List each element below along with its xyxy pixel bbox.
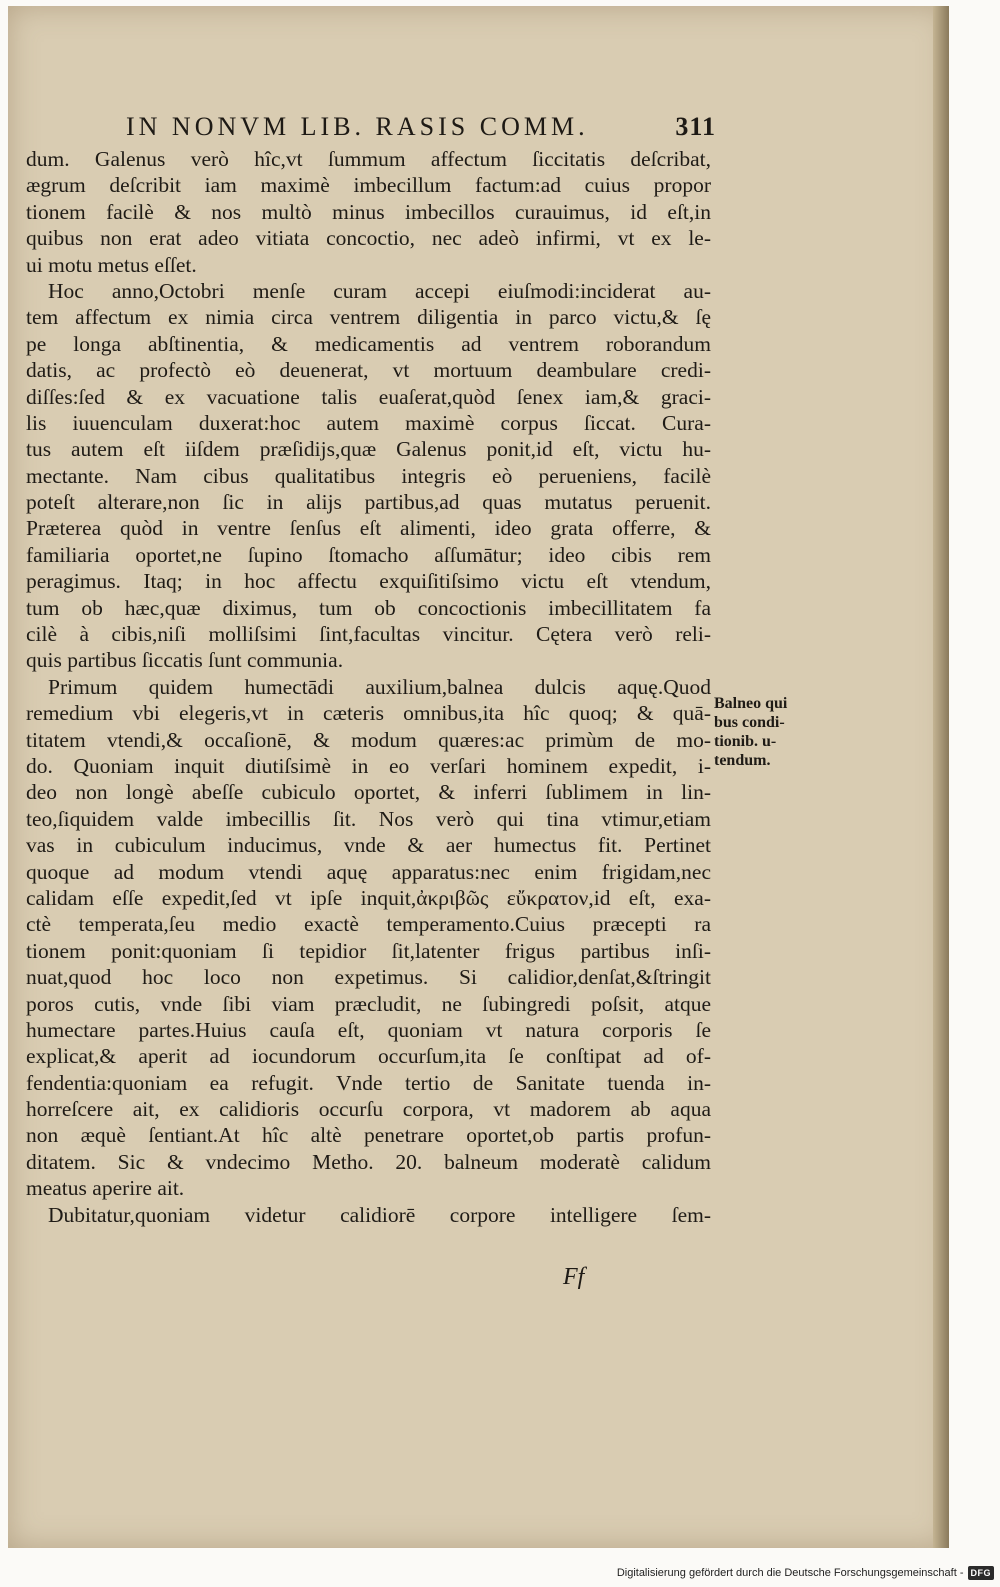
text-line: diſſes:ſed & ex vacuatione talis euaſerat,quòd ſenex iam,& graci- xyxy=(26,384,711,409)
text-line: dum. Galenus verò hîc,vt ſummum affectum ſiccitatis deſcribat, xyxy=(26,147,711,171)
text-line: ditatem. Sic & vndecimo Metho. 20. balneum moderatè calidum xyxy=(26,1149,711,1174)
text-line: tionem ponit:quoniam ſi tepidior ſit,latenter frigus partibus inſi- xyxy=(26,938,711,963)
text-line: calidam eſſe expedit,ſed vt ipſe inquit,ἀκριβῶς εὔκρατον,id eſt, exa- xyxy=(26,885,711,910)
text-line: quibus non erat adeo vitiata concoctio, nec adeò infirmi, vt ex le- xyxy=(26,226,711,251)
text-line: remedium vbi elegeris,vt in cæteris omnibus,ita hîc quoq; & quā- xyxy=(26,701,711,726)
digitization-footer xyxy=(617,1563,994,1583)
text-line: meatus aperire ait. xyxy=(26,1176,185,1201)
text-line: teo,ſiquidem valde imbecillis ſit. Nos verò qui tina vtimur,etiam xyxy=(26,806,711,831)
page-number: 311 xyxy=(675,112,716,141)
running-header xyxy=(126,102,716,142)
text-line: non æquè ſentiant.At hîc altè penetrare oportet,ob partis profun- xyxy=(26,1123,711,1148)
text-line: tus autem eſt iiſdem præſidijs,quæ Galenus ponit,id eſt, victu hu- xyxy=(26,437,711,462)
text-line: explicat,& aperit ad iocundorum occurſum,ita ſe conſtipat ad of- xyxy=(26,1044,711,1069)
marginal-note xyxy=(714,694,824,770)
footer-text: Digitalisierung gefördert durch die Deutsche Forschungsgemeinschaft - xyxy=(616,1567,964,1579)
text-line: Primum quidem humectādi auxilium,balnea dulcis aquę.Quod xyxy=(48,674,711,699)
text-line: titatem vtendi,& occaſionē, & modum quæres:ac primùm de mo- xyxy=(26,727,711,752)
text-line: pe longa abſtinentia, & medicamentis ad ventrem roborandum xyxy=(26,331,711,356)
text-line: ctè temperata,ſeu medio exactè temperamento.Cuius præcepti ra xyxy=(26,912,711,937)
text-line: vas in cubiculum inducimus, vnde & aer humectus fit. Pertinet xyxy=(26,833,711,858)
text-line: Præterea quòd in ventre ſenſus eſt alimenti, ideo grata offerre, & xyxy=(26,516,711,541)
text-line: quoque ad modum vtendi aquę apparatus:nec enim frigidam,nec xyxy=(26,859,711,884)
book-page xyxy=(8,6,948,1548)
text-line: mectante. Nam cibus qualitatibus integris eò perueniens, facilè xyxy=(26,463,711,488)
text-line: do. Quoniam inquit diutiſsimè in eo verſari hominem expedit, i- xyxy=(26,753,711,778)
text-line: deo non longè abeſſe cubiculo oportet, & inferri ſublimem in lin- xyxy=(26,780,711,805)
text-line: ui motu metus eſſet. xyxy=(26,252,197,277)
text-line: nuat,quod hoc loco non expetimus. Si calidior,denſat,&ſtringit xyxy=(26,965,711,990)
text-line: fendentia:quoniam ea refugit. Vnde tertio de Sanitate tuenda in- xyxy=(26,1070,711,1095)
text-line: quis partibus ſiccatis ſunt communia. xyxy=(26,648,344,673)
text-line: Hoc anno,Octobri menſe curam accepi eiuſmodi:inciderat au- xyxy=(48,278,711,303)
text-line: cilè à cibis,niſi molliſsimi ſint,facultas vincitur. Cętera verò reli- xyxy=(26,622,711,647)
text-line: tum ob hæc,quæ diximus, tum ob concoctionis imbecillitatem fa xyxy=(26,595,711,620)
page-edge xyxy=(933,6,949,1548)
marginal-note-line: tendum. xyxy=(714,752,771,769)
marginal-note-line: bus condi- xyxy=(714,714,785,731)
text-line: ægrum deſcribit iam maximè imbecillum factum:ad cuius propor xyxy=(26,173,711,198)
text-line: poteſt alterare,non ſic in alijs partibus,ad quas mutatus peruenit. xyxy=(26,490,711,515)
text-line: Dubitatur,quoniam videtur calidiorē corpore intelligere ſem- xyxy=(48,1202,711,1227)
text-line: tionem facilè & nos multò minus imbecillos curauimus, id eſt,in xyxy=(26,199,711,224)
text-line: datis, ac profectò eò deuenerat, vt mortuum deambulare credi- xyxy=(26,358,711,383)
marginal-note-line: Balneo qui xyxy=(714,695,788,712)
text-line: peragimus. Itaq; in hoc affectu exquiſitiſsimo victu eſt vtendum, xyxy=(26,569,711,594)
main-text-block xyxy=(26,146,711,1228)
text-line: familiaria oportet,ne ſupino ſtomacho aſſumātur; ideo cibis rem xyxy=(26,542,711,567)
text-line: horreſcere ait, ex calidioris occurſu corpora, vt madorem ab aqua xyxy=(26,1097,711,1122)
marginal-note-line: tionib. u- xyxy=(714,733,777,750)
text-line: lis iuuenculam duxerat:hoc autem maximè corpus ſiccat. Cura- xyxy=(26,410,711,435)
dfg-logo: DFG xyxy=(968,1566,995,1580)
text-line: poros cutis, vnde ſibi viam præcludit, ne ſubingredi poſsit, atque xyxy=(26,991,711,1016)
signature-mark: Ff xyxy=(563,1264,585,1290)
text-line: humectare partes.Huius cauſa eſt, quoniam vt natura corporis ſe xyxy=(26,1017,711,1042)
running-title: IN NONVM LIB. RASIS COMM. xyxy=(126,112,589,141)
text-line: tem affectum ex nimia circa ventrem diligentia in parco victu,& ſę xyxy=(26,305,711,330)
